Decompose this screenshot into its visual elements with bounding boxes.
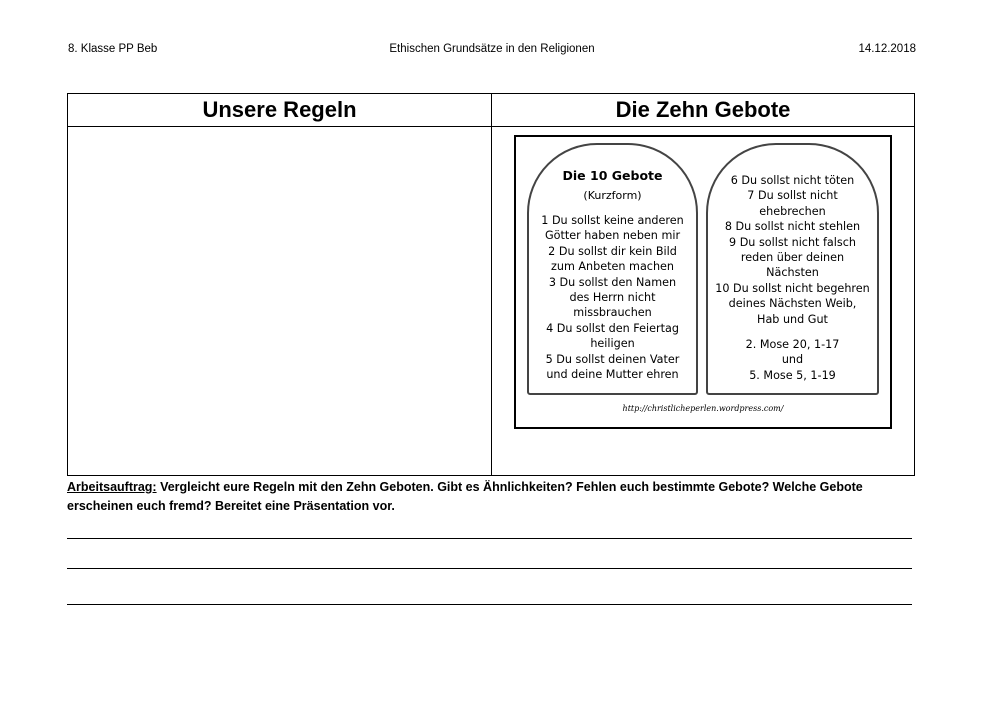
image-source-url: http://christlicheperlen.wordpress.com/ [622, 404, 784, 413]
commandment-line: 6 Du sollst nicht töten [730, 174, 855, 187]
assignment-text: Vergleicht eure Regeln mit den Zehn Geboten. Gibt es Ähnlichkeiten? Fehlen euch bestimmte Gebote? Welche Gebote erscheinen euch fremd? Bereitet eine Präsentation vor. [67, 480, 863, 513]
writing-line [67, 604, 912, 605]
commandment-line: Götter haben neben mir [544, 229, 681, 243]
commandment-line: 5 Du sollst deinen Vater [545, 352, 680, 366]
commandment-line: ehebrechen [759, 204, 826, 218]
page-header [68, 43, 916, 59]
writing-line [67, 568, 912, 569]
commandment-line: reden über deinen [740, 251, 845, 265]
stone-tablet-left [527, 143, 698, 395]
bible-reference: und [781, 353, 804, 367]
bible-reference: 2. Mose 20, 1-17 [745, 338, 840, 352]
commandment-line: heiligen [590, 337, 635, 351]
stone-tablet-right [706, 143, 879, 395]
commandment-line: Nächsten [766, 266, 819, 280]
bible-reference: 5. Mose 5, 1-19 [749, 368, 836, 382]
worksheet-title: Ethischen Grundsätze in den Religionen [389, 43, 595, 55]
header-divider [68, 126, 914, 127]
commandment-line: 4 Du sollst den Feiertag [546, 321, 679, 335]
commandment-line: 8 Du sollst nicht stehlen [724, 220, 861, 234]
commandment-line: Hab und Gut [757, 312, 828, 326]
date-label: 14.12.2018 [858, 43, 916, 55]
commandment-line: 1 Du sollst keine anderen [541, 214, 684, 227]
assignment-instructions [67, 478, 927, 516]
commandment-line: zum Anbeten machen [550, 260, 675, 274]
commandment-line: des Herrn nicht [569, 291, 656, 305]
tablet-title: Die 10 Gebote [562, 168, 663, 183]
commandment-line: 7 Du sollst nicht [747, 189, 838, 203]
tablet-subtitle: (Kurzform) [583, 189, 642, 202]
column-header-ten-commandments: Die Zehn Gebote [615, 97, 791, 122]
column-divider [491, 94, 492, 475]
commandment-line: 3 Du sollst den Namen [548, 275, 677, 289]
commandment-line: 2 Du sollst dir kein Bild [548, 244, 677, 258]
commandment-line: 9 Du sollst nicht falsch [729, 235, 856, 249]
commandment-line: und deine Mutter ehren [546, 368, 679, 382]
commandment-line: missbrauchen [573, 306, 652, 320]
class-label: 8. Klasse PP Beb [68, 43, 158, 55]
assignment-label: Arbeitsauftrag: [67, 480, 157, 494]
commandment-line: deines Nächsten Weib, [728, 297, 857, 311]
writing-line [67, 538, 912, 539]
ten-commandments-image [514, 135, 892, 429]
column-header-our-rules: Unsere Regeln [202, 97, 357, 122]
commandment-line: 10 Du sollst nicht begehren [715, 281, 870, 295]
comparison-table [67, 93, 915, 476]
